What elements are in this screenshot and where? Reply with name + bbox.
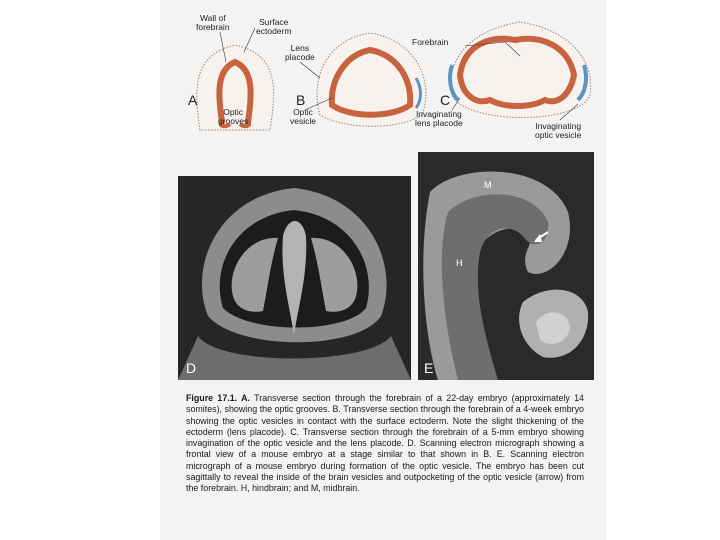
textbook-page: [160, 0, 606, 540]
label-wall-of-forebrain: Wall of forebrain: [196, 13, 230, 32]
diagram-panel-b: [317, 33, 426, 126]
caption-body: Transverse section through the forebrain of a 22-day embryo (approximately 14 somites), showing the optic grooves. B. Transverse section through the forebrain of a 4-week embryo showing the optic vesicles in contact with the surface ectoderm. Note the slight thickening of the ectoderm (lens placode). C. Transverse section through the forebrain of a 5-mm embryo showing invagination of the optic vesicle and the lens placode. D. Scanning electron micrograph showing a frontal view of a mouse embryo at a stage similar to that shown in B. E. Scanning electron micrograph of a mouse embryo during formation of the optic vesicle. The embryo has been cut sagittally to reveal the inside of the brain vesicles and outpocketing of the optic vesicle (arrow) from the forebrain. H, hindbrain; and M, midbrain.: [186, 393, 584, 494]
caption-heading: Figure 17.1. A.: [186, 393, 251, 403]
label-invaginating-lens-placode: Invaginating lens placode: [415, 109, 463, 128]
label-m-midbrain: M: [484, 180, 492, 190]
micrograph-d: [178, 176, 411, 380]
label-optic-grooves: Optic grooves: [218, 107, 249, 126]
label-invaginating-optic-vesicle: Invaginating optic vesicle: [535, 121, 582, 140]
schematic-diagrams: [160, 0, 606, 150]
micrograph-e: [418, 152, 594, 380]
label-forebrain: Forebrain: [412, 37, 449, 47]
letter-a: A: [188, 92, 198, 108]
letter-e: E: [424, 360, 434, 376]
letter-b: B: [296, 92, 306, 108]
letter-c: C: [440, 92, 451, 108]
micrograph-e-art: [418, 152, 594, 380]
diagram-panel-c: [450, 22, 591, 118]
label-h-hindbrain: H: [456, 258, 463, 268]
micrograph-d-art: [178, 176, 411, 380]
label-lens-placode: Lens placode: [285, 43, 315, 62]
label-optic-vesicle: Optic vesicle: [290, 107, 316, 126]
letter-d: D: [186, 360, 197, 376]
figure-caption: [186, 393, 584, 495]
label-surface-ectoderm: Surface ectoderm: [256, 17, 292, 36]
